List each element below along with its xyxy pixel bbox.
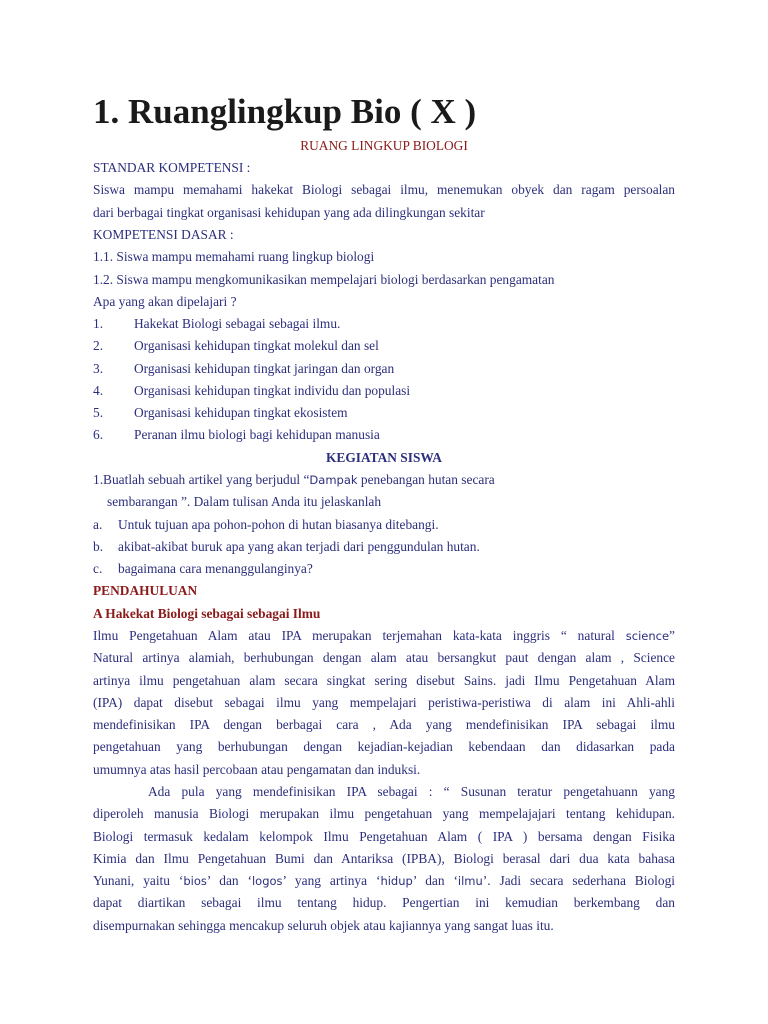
paragraph-keyword: science bbox=[625, 629, 670, 643]
learn-item-number: 2. bbox=[93, 338, 104, 353]
paragraph-1-line: artinya ilmu pengetahuan alam secara singkat sering disebut Sains. jadi Ilmu Pengetahuan Alam bbox=[93, 673, 675, 688]
task-keyword: Dampak bbox=[309, 473, 358, 487]
paragraph-text: Ilmu Pengetahuan Alam atau IPA merupakan terjemahan kata-kata inggris “ natural bbox=[93, 628, 626, 643]
heading-ruang-lingkup: RUANG LINGKUP BIOLOGI bbox=[300, 138, 468, 153]
task-item bbox=[93, 560, 675, 578]
learn-item-number: 4. bbox=[93, 383, 104, 398]
learn-item bbox=[93, 337, 675, 355]
paragraph-text: ’. Jadi secara sederhana Biologi bbox=[482, 873, 675, 888]
paragraph-keyword: ilmu bbox=[457, 874, 483, 888]
learn-question: Apa yang akan dipelajari ? bbox=[93, 294, 237, 309]
paragraph-2-last-line: disempurnakan sehingga mencakup seluruh objek atau kajiannya yang sangat luas itu. bbox=[93, 918, 554, 933]
task-line-1 bbox=[93, 471, 675, 489]
task-text: penebangan hutan secara bbox=[357, 472, 495, 487]
kegiatan-heading: KEGIATAN SISWA bbox=[326, 450, 442, 465]
task-text: 1.Buatlah sebuah artikel yang berjudul “ bbox=[93, 472, 310, 487]
learn-item-text: Peranan ilmu biologi bagi kehidupan manusia bbox=[134, 427, 380, 442]
learn-item bbox=[93, 382, 675, 400]
paragraph-1-last-line: umumnya atas hasil percobaan atau pengamatan dan induksi. bbox=[93, 762, 421, 777]
paragraph-1-line: mendefinisikan IPA dengan berbagai cara , Ada yang mendefinisikan IPA sebagai ilmu bbox=[93, 717, 675, 732]
learn-item-number: 1. bbox=[93, 316, 104, 331]
paragraph-keyword: hidup bbox=[380, 874, 413, 888]
paragraph-keyword: logos bbox=[251, 874, 283, 888]
paragraph-1-line: Natural artinya alamiah, berhubungan dengan alam atau bersangkut paut dengan alam , Science bbox=[93, 650, 675, 665]
pendahuluan-heading: PENDAHULUAN bbox=[93, 583, 198, 598]
task-item bbox=[93, 516, 675, 534]
learn-item bbox=[93, 404, 675, 422]
kd-label: KOMPETENSI DASAR : bbox=[93, 227, 234, 242]
paragraph-text: ’ dan ‘ bbox=[412, 873, 458, 888]
learn-item-number: 6. bbox=[93, 427, 104, 442]
paragraph-2-line: diperoleh manusia Biologi merupakan ilmu pengetahuan yang mempelajajari tentang kehidupan. bbox=[93, 806, 675, 821]
learn-item bbox=[93, 315, 675, 333]
document-title: 1. Ruanglingkup Bio ( X ) bbox=[93, 92, 477, 131]
paragraph-keyword: bios bbox=[183, 874, 207, 888]
paragraph-1-line: (IPA) dapat disebut sebagai ilmu yang mempelajari peristiwa-peristiwa di alam ini Ahli-ahli bbox=[93, 695, 675, 710]
task-item-letter: a. bbox=[93, 517, 103, 532]
paragraph-1-line bbox=[93, 627, 675, 645]
learn-item-number: 3. bbox=[93, 361, 104, 376]
learn-item bbox=[93, 426, 675, 444]
learn-item-number: 5. bbox=[93, 405, 104, 420]
task-item-text: bagaimana cara menanggulanginya? bbox=[118, 561, 313, 576]
paragraph-1-line: pengetahuan yang berhubungan dengan kejadian-kejadian kebendaan dan didasarkan pada bbox=[93, 739, 675, 754]
learn-item bbox=[93, 360, 675, 378]
learn-item-text: Organisasi kehidupan tingkat jaringan dan organ bbox=[134, 361, 395, 376]
paragraph-2-line: Kimia dan Ilmu Pengetahuan Bumi dan Antariksa (IPBA), Biologi berasal dari dua kata bahasa bbox=[93, 851, 675, 866]
task-item bbox=[93, 538, 675, 556]
paragraph-text: ’ dan ‘ bbox=[206, 873, 252, 888]
paragraph-text: Yunani, yaitu ‘ bbox=[93, 873, 184, 888]
sk-text-line-2: dari berbagai tingkat organisasi kehidupan yang ada dilingkungan sekitar bbox=[93, 205, 485, 220]
paragraph-2-line: Biologi termasuk kedalam kelompok Ilmu Pengetahuan Alam ( IPA ) bersama dengan Fisika bbox=[93, 829, 675, 844]
task-item-letter: b. bbox=[93, 539, 104, 554]
learn-item-text: Hakekat Biologi sebagai sebagai ilmu. bbox=[134, 316, 341, 331]
sk-label: STANDAR KOMPETENSI : bbox=[93, 160, 251, 175]
sk-text-line-1: Siswa mampu memahami hakekat Biologi sebagai ilmu, menemukan obyek dan ragam persoalan bbox=[93, 182, 675, 197]
task-item-text: akibat-akibat buruk apa yang akan terjadi dari penggundulan hutan. bbox=[118, 539, 480, 554]
paragraph-text: ” bbox=[669, 628, 675, 643]
task-item-text: Untuk tujuan apa pohon-pohon di hutan biasanya ditebangi. bbox=[118, 517, 439, 532]
learn-item-text: Organisasi kehidupan tingkat ekosistem bbox=[134, 405, 348, 420]
learn-item-text: Organisasi kehidupan tingkat individu dan populasi bbox=[134, 383, 411, 398]
kd-item-2: 1.2. Siswa mampu mengkomunikasikan mempelajari biologi berdasarkan pengamatan bbox=[93, 272, 555, 287]
paragraph-2-line bbox=[93, 872, 675, 890]
paragraph-2-first-line: Ada pula yang mendefinisikan IPA sebagai : “ Susunan teratur pengetahuann yang bbox=[148, 784, 675, 799]
paragraph-2-line: dapat diartikan sebagai ilmu tentang hidup. Pengertian ini kemudian berkembang dan bbox=[93, 895, 675, 910]
task-item-letter: c. bbox=[93, 561, 103, 576]
kd-item-1: 1.1. Siswa mampu memahami ruang lingkup biologi bbox=[93, 249, 375, 264]
section-a-heading: A Hakekat Biologi sebagai sebagai Ilmu bbox=[93, 606, 321, 621]
paragraph-text: ’ yang artinya ‘ bbox=[282, 873, 381, 888]
task-line-2: sembarangan ”. Dalam tulisan Anda itu jelaskanlah bbox=[107, 494, 382, 509]
learn-item-text: Organisasi kehidupan tingkat molekul dan sel bbox=[134, 338, 379, 353]
